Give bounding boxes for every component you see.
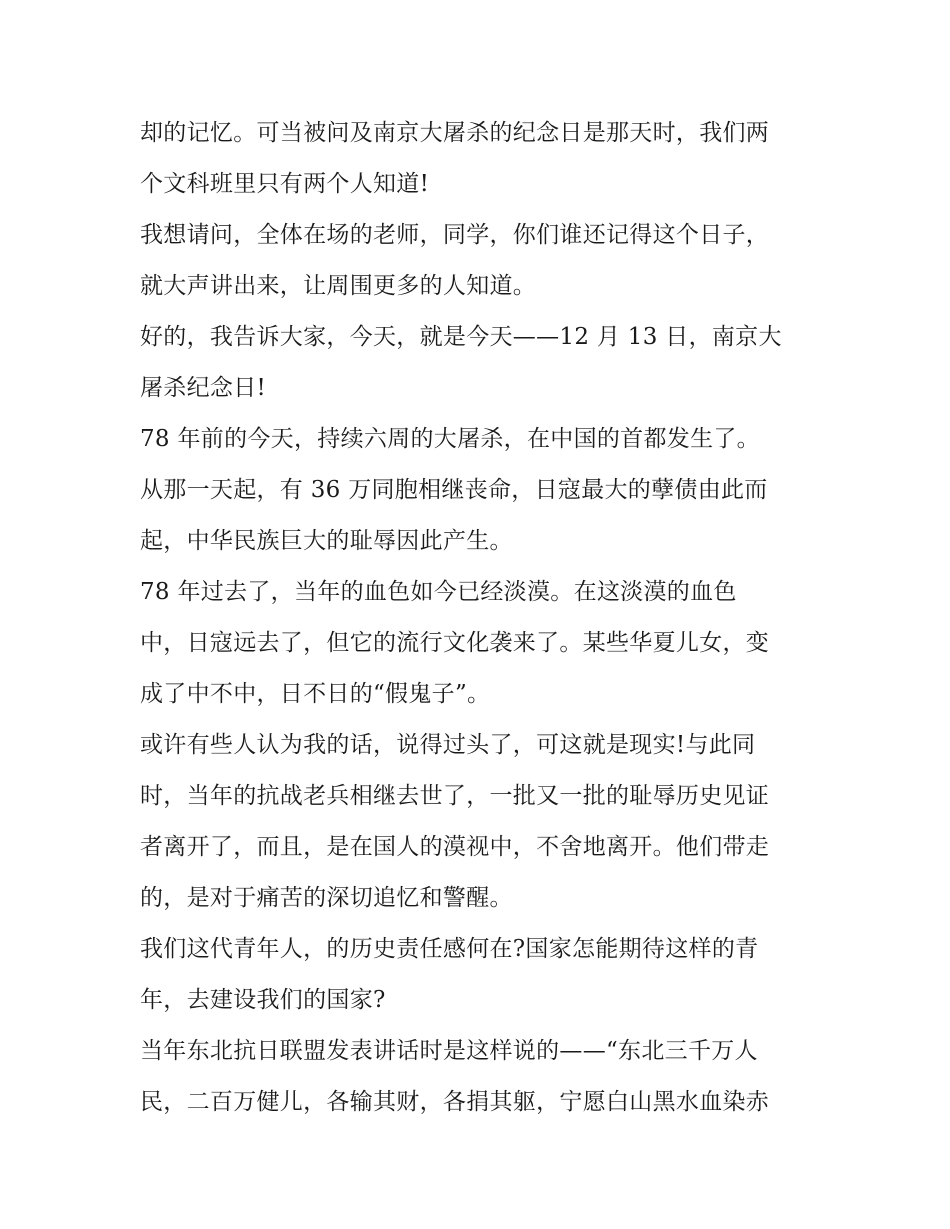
text-line: 成了中不中，日不日的“假鬼子”。 [140,681,491,707]
text-line: 年，去建设我们的国家? [140,987,386,1013]
text-line: 78 年过去了，当年的血色如今已经淡漠。在这淡漠的血色 [140,579,737,605]
text-line: 就大声讲出来，让周围更多的人知道。 [140,273,537,299]
document-body [140,108,820,1128]
text-line: 中，日寇远去了，但它的流行文化袭来了。某些华夏儿女，变 [140,630,770,656]
text-line: 却的记忆。可当被问及南京大屠杀的纪念日是那天时，我们两 [140,120,770,146]
text-line: 时，当年的抗战老兵相继去世了，一批又一批的耻辱历史见证 [140,783,770,809]
text-line: 个文科班里只有两个人知道! [140,171,430,197]
text-line: 的，是对于痛苦的深切追忆和警醒。 [140,885,513,911]
text-line: 当年东北抗日联盟发表讲话时是这样说的——“东北三千万人 [140,1038,758,1064]
text-line: 我们这代青年人，的历史责任感何在?国家怎能期待这样的青 [140,936,759,962]
text-line: 屠杀纪念日! [140,375,267,401]
text-line: 民，二百万健儿，各输其财，各捐其躯，宁愿白山黑水血染赤 [140,1089,770,1115]
text-line: 好的，我告诉大家，今天，就是今天——12 月 13 日，南京大 [140,324,782,350]
text-line: 起，中华民族巨大的耻辱因此产生。 [140,528,513,554]
text-line: 我想请问，全体在场的老师，同学，你们谁还记得这个日子， [140,222,770,248]
text-line: 者离开了，而且，是在国人的漠视中，不舍地离开。他们带走 [140,834,770,860]
text-line: 78 年前的今天，持续六周的大屠杀，在中国的首都发生了。 [140,426,760,452]
text-line: 或许有些人认为我的话，说得过头了，可这就是现实!与此同 [140,732,756,758]
text-line: 从那一天起，有 36 万同胞相继丧命，日寇最大的孽债由此而 [140,477,768,503]
